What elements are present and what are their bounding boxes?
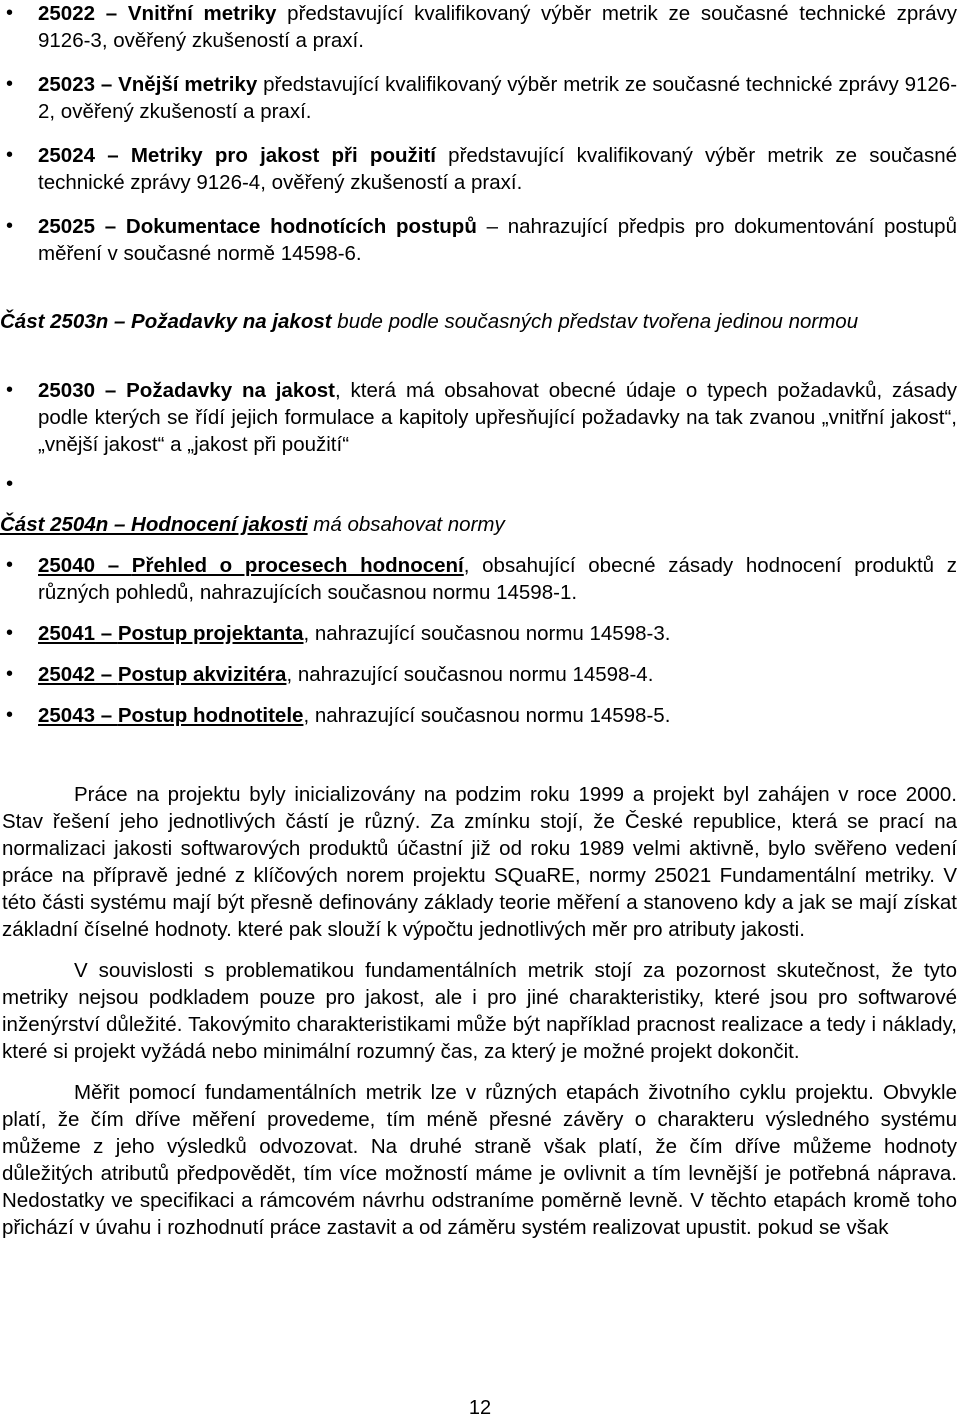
- section-heading-2504: Část 2504n – Hodnocení jakosti má obsahovat normy: [0, 513, 505, 536]
- section-heading-2503: Část 2503n – Požadavky na jakost bude podle současných představ tvořena jedinou normou: [0, 310, 859, 333]
- evaluation-list: [0, 552, 957, 743]
- bullet: •: [6, 379, 14, 401]
- page-number: 12: [468, 1397, 492, 1419]
- paragraph: Měřit pomocí fundamentálních metrik lze v různých etapách životního cyklu projektu. Obvykle platí, že čím dříve měření provedeme, tím méně přesné závěry o charakteru výsledného systému můžeme z jeho výsledků odvozovat. Na druhé straně však platí, že čím dříve můžeme hodnoty důležitých atributů předpovědět, tím více možností máme je ovlivnit a tím levnější je potřebná náprava. Nedostatky ve specifikaci a rámcovém návrhu odstraníme poměrně levně. V těchto etapách kromě toho přichází v úvahu i rozhodnutí práce zastavit a od záměru systém realizovat upustit. pokud se však: [2, 1081, 957, 1239]
- bullet: •: [6, 2, 14, 24]
- list-item: • 25024 – Metriky pro jakost při použití představující kvalifikovaný výběr metrik ze současné technické zprávy 9126-4, ověřený zkušeností a praxí.: [6, 144, 958, 194]
- paragraph: V souvislosti s problematikou fundamentálních metrik stojí za pozornost skutečnost, že tyto metriky nejsou podkladem pouze pro jakost, ale i pro jiné charakteristiky, které jsou pro softwarové inženýrství důležité. Takovýmito charakteristikami může být například pracnost realizace a tedy i náklady, které si projekt vyžádá nebo minimální rozumný čas, za který je možné projekt dokončit.: [2, 959, 957, 1063]
- list-item: • 25043 – Postup hodnotitele, nahrazující současnou normu 14598-5.: [6, 704, 671, 727]
- list-item: • 25040 – Přehled o procesech hodnocení, obsahující obecné zásady hodnocení produktů z různých pohledů, nahrazujících současnou normu 14598-1.: [6, 554, 958, 604]
- list-item: • 25023 – Vnější metriky představující kvalifikovaný výběr metrik ze současné technické zprávy 9126-2, ověřený zkušeností a praxí.: [6, 73, 958, 123]
- requirements-list: [0, 377, 957, 458]
- bullet: •: [6, 663, 14, 685]
- list-item: • 25025 – Dokumentace hodnotících postupů – nahrazující předpis pro dokumentování postupů měření v současné normě 14598-6.: [6, 215, 957, 265]
- bullet: •: [6, 215, 14, 237]
- empty-bullet: •: [6, 472, 14, 495]
- list-item: • 25041 – Postup projektanta, nahrazující současnou normu 14598-3.: [6, 622, 671, 645]
- bullet: •: [6, 622, 14, 644]
- list-item: • 25042 – Postup akvizitéra, nahrazující současnou normu 14598-4.: [6, 663, 654, 686]
- metrics-list: [0, 0, 957, 284]
- body-text: [2, 781, 957, 1255]
- list-item: • 25022 – Vnitřní metriky představující kvalifikovaný výběr metrik ze současné technické zprávy 9126-3, ověřený zkušeností a praxí.: [6, 2, 958, 52]
- bullet: •: [6, 144, 14, 166]
- bullet: •: [6, 73, 14, 95]
- paragraph: Práce na projektu byly inicializovány na podzim roku 1999 a projekt byl zahájen v roce 2000. Stav řešení jeho jednotlivých částí je různý. Za zmínku stojí, že České republice, která se prací na normalizaci jakosti softwarových produktů účastní již od roku 1989 velmi aktivně, bylo svěřeno vedení práce na přípravě jedné z klíčových norem projektu SQuaRE, normy 25021 Fundamentální metriky. V této části systému mají být přesně definovány základy teorie měření a stanoveno kdy a jak se mají získat základní číselné hodnoty. které pak slouží k výpočtu jednotlivých měr pro atributy jakosti.: [2, 783, 957, 941]
- list-item: • 25030 – Požadavky na jakost, která má obsahovat obecné údaje o typech požadavků, zásady podle kterých se řídí jejich formulace a kapitoly upřesňující požadavky na tak zvanou „vnitřní jakost“, „vnější jakost“ a „jakost při použití“: [6, 379, 957, 456]
- bullet: •: [6, 704, 14, 726]
- bullet: •: [6, 554, 14, 576]
